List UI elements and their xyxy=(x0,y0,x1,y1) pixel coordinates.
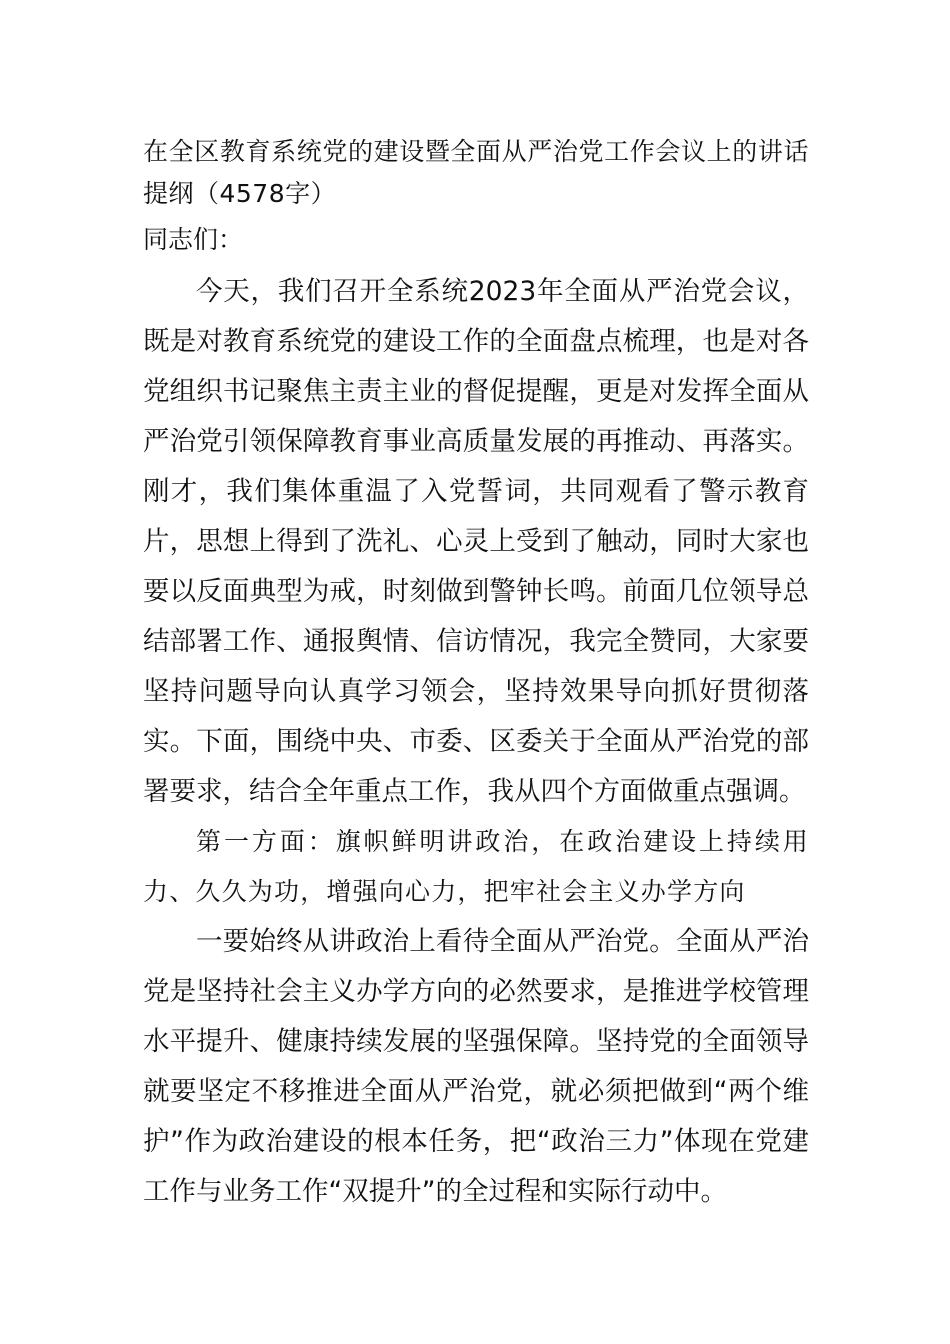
salutation: 同志们： xyxy=(143,225,244,254)
section-paragraph: 一要始终从讲政治上看待全面从严治党。全面从严治党是坚持社会主义办学方向的必然要求，是推进学校管理水平提升、健康持续发展的坚强保障。坚持党的全面领导就要坚定不移推进全面从严治党，就必须把做到“两个维护”作为政治建设的根本任务，把“政治三力”体现在党建工作与业务工作“双提升”的全过程和实际行动中。 xyxy=(143,926,809,1207)
document-page xyxy=(143,131,809,1217)
document-title: 在全区教育系统党的建设暨全面从严治党工作会议上的讲话提纲（4578字） xyxy=(143,137,809,208)
section-heading: 第一方面：旗帜鲜明讲政治，在政治建设上持续用力、久久为功，增强向心力，把牢社会主义办学方向 xyxy=(143,827,809,906)
opening-paragraph: 今天，我们召开全系统2023年全面从严治党会议，既是对教育系统党的建设工作的全面盘点梳理，也是对各党组织书记聚焦主责主业的督促提醒，更是对发挥全面从严治党引领保障教育事业高质量发展的再推动、再落实。刚才，我们集体重温了入党誓词，共同观看了警示教育片，思想上得到了洗礼、心灵上受到了触动，同时大家也要以反面典型为戒，时刻做到警钟长鸣。前面几位领导总结部署工作、通报舆情、信访情况，我完全赞同，大家要坚持问题导向认真学习领会，坚持效果导向抓好贯彻落实。下面，围绕中央、市委、区委关于全面从严治党的部署要求，结合全年重点工作，我从四个方面做重点强调。 xyxy=(143,276,809,807)
